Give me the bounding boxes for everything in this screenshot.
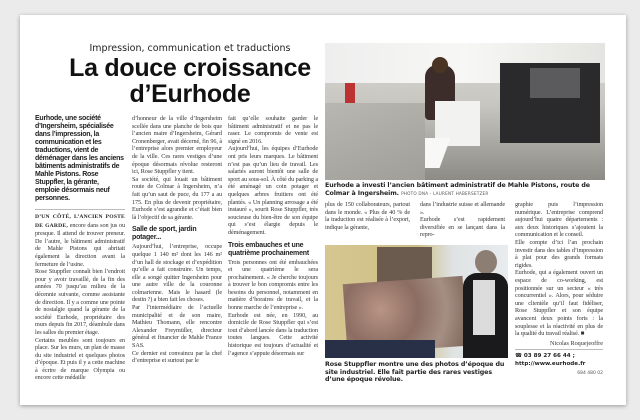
paragraph: Rose Stuppfler connaît bien l’endroit pour y avoir travaillé, de la fin des années 70 jusqu’au milieu de la décennie suivante, comme assistante de direction. Il y a comme une pointe de nostalgie quand la gérante de la société Eurhode, propriétaire des murs depuis fin 2017, déambule dans les salles du premier étage. — [35, 268, 125, 336]
paragraph: Eurhode s’est rapidement diversifiée en se lançant dans la repro- — [420, 216, 505, 239]
bottom-photo-caption: Rose Stuppfler montre une des photos d’époque du site industriel. Elle fait partie des rares vestiges d’une époque révolue. — [325, 361, 505, 384]
contact-info — [515, 353, 603, 368]
column-6-wrapper — [515, 201, 603, 377]
paragraph: graphie puis l’impression numérique. L’entreprise comprend aujourd’hui quatre départements : aux deux historiques s’ajoutent la communication et le conseil. — [515, 201, 603, 239]
column-6 — [515, 201, 603, 338]
contact-phone: ☎ 03 89 27 66 44 ; — [515, 353, 575, 360]
divider — [515, 349, 603, 350]
portrait-photo — [325, 245, 508, 358]
paragraph: Trois personnes ont été embauchées et une quatrième le sera prochainement. « Je cherche toujours à trouver le bon compromis entre les besoins du personnel, notamment en matière d’horaires de travail, et la bonne marche de l’entreprise ». — [228, 258, 318, 312]
contact-url[interactable]: http://www.eurhode.fr — [515, 360, 586, 367]
article-title — [50, 55, 330, 107]
top-photo-caption — [325, 182, 605, 197]
paragraph: Ce dernier est convaincu par la chef d’entreprise et surtout par le — [132, 349, 222, 365]
paragraph: Par l’intermédiaire de l’actuelle municipalité et de son maire, Mathieu Thomann, elle rencontre Alexander Freymüller, directeur général et financier de Mahle France SAS. — [132, 304, 222, 350]
office-photo — [325, 43, 605, 180]
column-1-wrapper — [35, 115, 125, 382]
author-byline: Nicolas Roquejeoffre — [550, 339, 603, 347]
lead-in: D’UN CÔTÉ, L’ANCIEN POSTE DE GARDE, — [35, 214, 125, 229]
column-2 — [132, 115, 222, 365]
title-line-1: La douce croissance — [69, 54, 311, 82]
paragraph: dans l’industrie suisse et allemande ». — [420, 201, 505, 216]
paragraph: Certains meubles sont toujours en place. Sur les murs, un plan de masse du site industriel et quelques photos d’époque. Et puis il y a cette machine à écrire de marque Olympia ou encore cette médaille — [35, 336, 125, 382]
paragraph: Elle compte d’ici l’an prochain investir dans des tables d’impression à plat pour des grands formats rigides. — [515, 238, 603, 269]
subheading: Trois embauches et une quatrième prochainement — [228, 241, 309, 257]
paragraph: fait qu’elle souhaite garder le bâtiment administratif et ne pas le raser. Le compromis de vente est signé en 2016. — [228, 115, 318, 145]
paragraph: Eurhode, qui a également ouvert un espace de co-working, est positionnée sur un secteur « très concurrentiel ». Alors, pour séduire une clientèle qu’il faut fidéliser, Rose Stuppfler et son équipe avancent deux points forts : la souplesse et la réactivité en plus de la qualité du travail réalisé. ■ — [515, 269, 603, 338]
paragraph: Sa société, qui louait un bâtiment route de Colmar à Ingersheim, n’a fait qu’un saut de puce, du 177 a au 175. En plus de devenir propriétaire, Eurhode s’est agrandie et c’était bien là l’objectif de sa gérante. — [132, 175, 222, 221]
column-1 — [35, 213, 125, 382]
paragraph: Aujourd’hui, l’entreprise, occupe quelque 1 140 m² dont les 146 m² d’un hall de stockage et d’expédition qu’elle a fait construire. Un temps, elle a songé quitter Ingersheim pour une autre ville de la couronne colmarienne. Mais le hasard (le destin ?) a bien fait les choses. — [132, 243, 222, 304]
paragraph: d’honneur de la ville d’Ingersheim scellée dans une planche de bois que l’ancien maire d’Ingersheim, Gérard Cronenberger, avait décerné, fin 96, à l’entreprise alors premier employeur de la ville. Ces rares vestiges d’une époque désormais révolue resteront ici, Rose Stuppfler y tient. — [132, 115, 222, 176]
paragraph: plus de 150 collaborateurs, partout dans le monde. « Plus de 40 % de la traduction est réalisée à l’export, indique la gérante, — [325, 201, 410, 231]
reference-code: 684 480 02 — [577, 371, 603, 377]
title-line-2: d’Eurhode — [129, 80, 251, 108]
article-kicker: Impression, communication et traductions — [89, 43, 291, 54]
divider — [35, 209, 125, 210]
caption-text: Eurhode a investi l’ancien bâtiment administratif de Mahle Pistons, route de Colmar à Ingersheim. — [325, 182, 590, 197]
column-3 — [228, 115, 318, 357]
paragraph: Eurhode est née, en 1990, au domicile de Rose Stuppfler qui s’est tout d’abord lancée dans la traduction toutes langues. Cette activité historique est toujours d’actualité et l’agence s’appuie désormais sur — [228, 311, 318, 357]
subheading: Salle de sport, jardin potager... — [132, 226, 197, 242]
paragraph: encore dans son jus ou presque. Il attend de trouver preneur. De l’autre, le bâtiment administratif de Mahle Pistons qui abritait également la direction avant la fermeture de l’usine. — [35, 221, 125, 268]
photo-credit: PHOTO DNA - LAURENT HABERSETZER — [401, 190, 489, 196]
column-4 — [325, 201, 410, 231]
newspaper-page — [20, 15, 626, 405]
article-lede: Eurhode, une société d’Ingersheim, spécialisée dans l’impression, la communication et les traductions, vient de déménager dans les anciens bâtiments administratifs de Mahle Pistons. Rose Stuppfler, la gérante, emploie désormais neuf personnes. — [35, 115, 124, 202]
column-5 — [420, 201, 505, 239]
paragraph: Aujourd’hui, les équipes d’Eurhode ont pris leurs marques. Le bâtiment n’est pas qu’un lieu de travail. Les salariés auront bientôt une salle de sport au sous-sol. À côté du parking a été aménagé un coin potager et quelques arbres fruitiers ont été plantés. « Un planning arrosage a été instauré », sourit Rose Stuppfler, très soucieuse du bien-être de son équipe qui s’est élargie depuis le déménagement. — [228, 145, 318, 236]
